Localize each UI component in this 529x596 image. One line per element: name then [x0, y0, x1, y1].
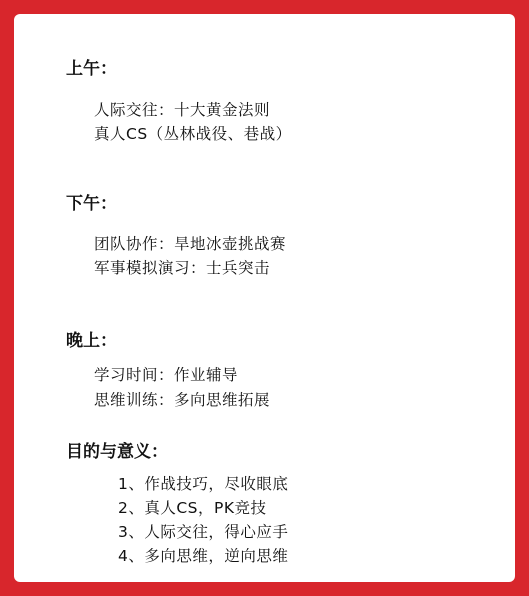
afternoon-heading: 下午： — [66, 194, 117, 214]
morning-item-1: 人际交往：十大黄金法则 — [94, 101, 271, 119]
evening-item-2: 思维训练：多向思维拓展 — [94, 391, 271, 409]
purpose-item-2: 2、真人CS，PK竞技 — [118, 499, 267, 517]
purpose-item-1: 1、作战技巧，尽收眼底 — [118, 475, 289, 493]
evening-item-1: 学习时间：作业辅导 — [94, 366, 239, 384]
afternoon-item-1: 团队协作：旱地冰壶挑战赛 — [94, 235, 287, 253]
schedule-card — [14, 14, 515, 582]
afternoon-item-2: 军事模拟演习：士兵突击 — [94, 259, 271, 277]
morning-heading: 上午： — [66, 59, 117, 79]
morning-item-2: 真人CS（丛林战役、巷战） — [94, 125, 292, 143]
purpose-heading: 目的与意义： — [66, 442, 168, 462]
evening-heading: 晚上： — [66, 331, 117, 351]
purpose-item-3: 3、人际交往，得心应手 — [118, 523, 289, 541]
purpose-item-4: 4、多向思维，逆向思维 — [118, 547, 289, 565]
